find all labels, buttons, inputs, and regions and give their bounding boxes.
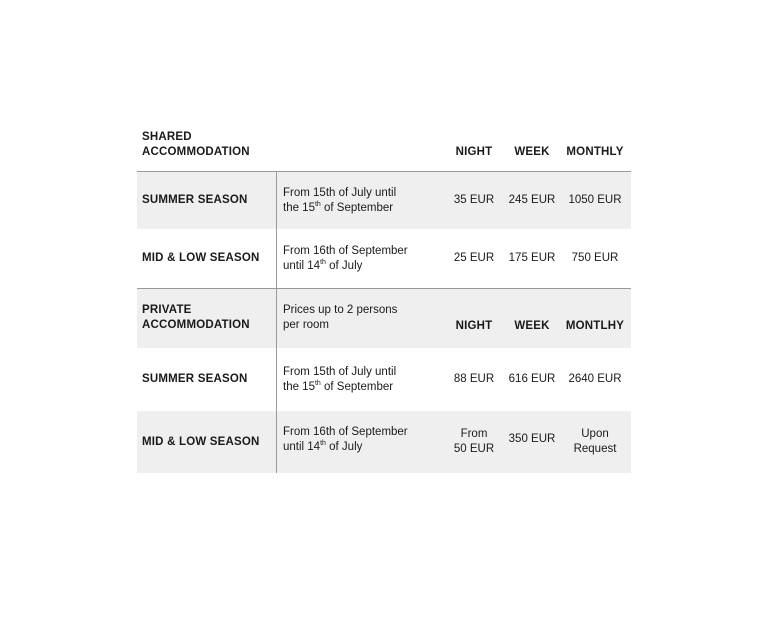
- row-label: MID & LOW SEASON: [142, 252, 260, 264]
- private-mid-low-row: [137, 411, 631, 473]
- private-note: [276, 289, 436, 348]
- note-line2: per room: [283, 319, 330, 331]
- shared-mid-low-row: [137, 229, 631, 288]
- private-summer-row: [137, 348, 631, 411]
- desc-line2-sup: th: [320, 440, 326, 448]
- desc-line2-pre: the 15: [283, 380, 315, 393]
- desc-line2-post: of July: [325, 441, 363, 453]
- row-description: [276, 411, 436, 473]
- shared-summer-row: [137, 171, 631, 229]
- monthly-price: 750 EUR: [571, 252, 619, 264]
- private-title: [142, 289, 276, 348]
- night-price-line1: From: [460, 428, 488, 440]
- desc-line2-post: of September: [320, 201, 394, 214]
- monthly-price: 2640 EUR: [568, 373, 622, 385]
- monthly-price-line2: Request: [573, 443, 617, 455]
- row-label: MID & LOW SEASON: [142, 435, 260, 448]
- private-title-line1: PRIVATE: [142, 304, 192, 316]
- desc-line2-sup: th: [314, 200, 321, 208]
- row-description: [276, 172, 436, 229]
- desc-line2: [283, 201, 396, 216]
- private-col-week: WEEK: [514, 320, 550, 332]
- row-label: SUMMER SEASON: [142, 194, 248, 206]
- row-description: [276, 348, 436, 411]
- shared-col-week: WEEK: [514, 146, 550, 158]
- desc-line1: From 15th of July until: [283, 186, 397, 199]
- shared-col-night: NIGHT: [455, 146, 493, 158]
- week-price: 350 EUR: [508, 433, 556, 445]
- row-description: [276, 229, 436, 288]
- desc-line2-pre: until 14: [283, 259, 321, 272]
- week-price: 175 EUR: [508, 252, 556, 264]
- row-label: SUMMER SEASON: [142, 373, 248, 385]
- night-price: [444, 411, 504, 473]
- week-price: 616 EUR: [508, 373, 556, 385]
- shared-title-line1: SHARED: [142, 131, 192, 143]
- shared-title: [142, 126, 276, 171]
- desc-line2-sup: th: [320, 258, 326, 266]
- shared-header-row: [137, 126, 631, 171]
- desc-line2-post: of July: [325, 259, 363, 272]
- desc-line2-pre: until 14: [283, 441, 321, 453]
- week-price: 245 EUR: [508, 194, 556, 206]
- monthly-price: [562, 411, 628, 473]
- night-price: 35 EUR: [453, 194, 495, 206]
- private-col-monthly: MONTLHY: [565, 320, 625, 332]
- monthly-price-line1: Upon: [581, 428, 609, 440]
- desc-line2: [283, 440, 408, 455]
- desc-line1: From 15th of July until: [283, 365, 397, 378]
- pricing-table: [137, 126, 631, 473]
- desc-line2-pre: the 15: [283, 201, 315, 214]
- desc-line1: From 16th of September: [283, 426, 408, 438]
- shared-title-line2: ACCOMMODATION: [142, 146, 250, 158]
- note-line1: Prices up to 2 persons: [283, 304, 398, 316]
- private-title-line2: ACCOMMODATION: [142, 319, 250, 331]
- desc-line2: [283, 259, 408, 274]
- desc-line2-sup: th: [314, 379, 321, 387]
- night-price: 88 EUR: [453, 373, 495, 385]
- night-price-line2: 50 EUR: [453, 443, 495, 455]
- desc-line2: [283, 380, 396, 395]
- private-header-row: [137, 288, 631, 348]
- desc-line1: From 16th of September: [283, 244, 408, 257]
- night-price: 25 EUR: [453, 252, 495, 264]
- desc-line2-post: of September: [320, 380, 394, 393]
- private-col-night: NIGHT: [455, 320, 493, 332]
- monthly-price: 1050 EUR: [568, 194, 622, 206]
- shared-col-monthly: MONTHLY: [566, 146, 624, 158]
